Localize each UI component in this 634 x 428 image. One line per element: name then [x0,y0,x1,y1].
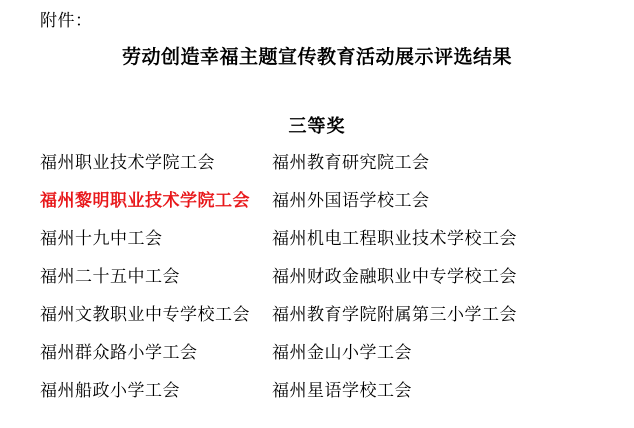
award-entry-left: 福州文教职业中专学校工会 [40,305,250,324]
award-entry-left: 福州群众路小学工会 [40,343,198,362]
award-entry-left: 福州十九中工会 [40,229,163,248]
award-list [0,148,634,414]
award-heading: 三等奖 [288,116,346,136]
table-row [0,186,634,224]
award-entry-right: 福州机电工程职业技术学校工会 [272,229,517,248]
table-row [0,300,634,338]
award-entry-left-highlighted: 福州黎明职业技术学院工会 [40,191,250,210]
award-entry-left: 福州二十五中工会 [40,267,180,286]
award-entry-right: 福州财政金融职业中专学校工会 [272,267,517,286]
table-row [0,376,634,414]
award-entry-right: 福州星语学校工会 [272,381,412,400]
page-title: 劳动创造幸福主题宣传教育活动展示评选结果 [121,47,512,68]
award-entry-right: 福州教育研究院工会 [272,153,430,172]
award-entry-right: 福州金山小学工会 [272,343,412,362]
award-entry-left: 福州职业技术学院工会 [40,153,215,172]
award-entry-left: 福州船政小学工会 [40,381,180,400]
table-row [0,338,634,376]
table-row [0,148,634,186]
table-row [0,262,634,300]
award-entry-right: 福州外国语学校工会 [272,191,430,210]
attachment-label: 附件： [40,11,93,30]
award-entry-right: 福州教育学院附属第三小学工会 [272,305,517,324]
table-row [0,224,634,262]
